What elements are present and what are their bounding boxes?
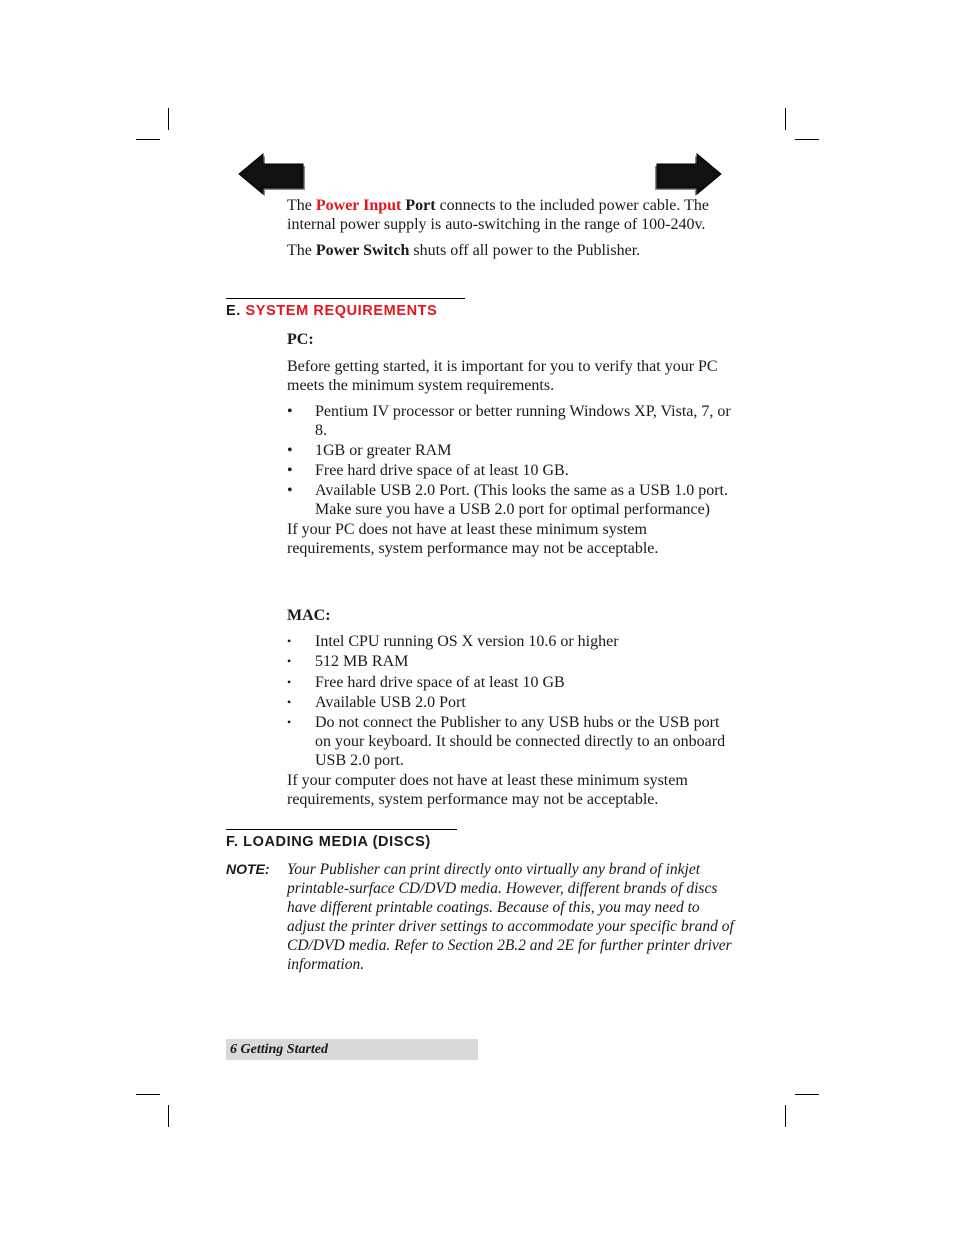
crop-mark (795, 139, 819, 140)
bullet-icon: • (287, 462, 293, 479)
mac-outro: If your computer does not have at least these minimum system requirements, system performance may not be acceptable. (287, 772, 688, 808)
list-item (287, 461, 737, 480)
bullet-icon: • (287, 654, 292, 668)
right-arrow-icon (654, 152, 724, 196)
power-input-term: Power Input (315, 197, 402, 214)
crop-mark (168, 1105, 169, 1127)
section-letter: E. (226, 303, 246, 319)
power-section (287, 196, 737, 260)
bullet-icon: • (287, 634, 292, 648)
note-text: Your Publisher can print directly onto virtually any brand of inkjet printable-surface CD/DVD media. However, different brands of discs have different printable coatings. Because of this, you may need to adjust the printer driver settings to accommodate your specific brand of CD/DVD media. Refer to Section 2B.2 and 2E for further printer driver information. (287, 861, 734, 973)
list-item (287, 673, 737, 692)
list-item (287, 441, 737, 460)
list-item-text: Free hard drive space of at least 10 GB (315, 674, 565, 691)
list-item (287, 632, 737, 651)
bullet-icon: • (287, 695, 292, 709)
pc-list (287, 402, 737, 519)
crop-mark (795, 1094, 819, 1095)
left-arrow-icon (236, 152, 306, 196)
mac-list (287, 632, 737, 770)
crop-mark (168, 108, 169, 130)
list-item-text: 512 MB RAM (315, 653, 409, 670)
pc-label: PC: (287, 331, 314, 348)
power-input-paragraph (287, 196, 737, 234)
bullet-icon: • (287, 715, 292, 729)
bullet-icon: • (287, 675, 292, 689)
footer-label: 6 Getting Started (230, 1042, 329, 1057)
heading-rule (226, 298, 465, 299)
pc-requirements (287, 330, 737, 558)
list-item-text: Do not connect the Publisher to any USB hubs or the USB port on your keyboard. It should be connected directly to an onboard USB 2.0 port. (315, 714, 726, 769)
text: connects to the included power cable. The internal power supply is auto-switching in the range of 100-240v. (287, 197, 709, 233)
list-item-text: Available USB 2.0 Port. (This looks the same as a USB 1.0 port. Make sure you have a USB 2.0 port for optimal performance) (315, 482, 728, 518)
section-e-heading (226, 298, 465, 319)
pc-outro: If your PC does not have at least these minimum system requirements, system performance may not be acceptable. (287, 521, 659, 557)
list-item-text: Available USB 2.0 Port (315, 694, 466, 711)
list-item (287, 652, 737, 671)
crop-mark (785, 1105, 786, 1127)
mac-label: MAC: (287, 607, 331, 624)
heading-rule (226, 829, 457, 830)
bullet-icon: • (287, 442, 293, 459)
list-item-text: Intel CPU running OS X version 10.6 or higher (315, 633, 619, 650)
text: The (287, 242, 316, 259)
note-label: NOTE: (226, 861, 270, 877)
list-item (287, 693, 737, 712)
page-footer (226, 1039, 478, 1060)
list-item-text: Pentium IV processor or better running Windows XP, Vista, 7, or 8. (315, 403, 731, 439)
crop-mark (136, 139, 160, 140)
port-term: Port (401, 197, 436, 214)
text: The (287, 197, 316, 214)
list-item (287, 402, 737, 440)
bullet-icon: • (287, 482, 293, 499)
list-item (287, 713, 737, 770)
section-title: F. LOADING MEDIA (DISCS) (226, 834, 431, 850)
power-switch-term: Power Switch (315, 242, 410, 259)
crop-mark (785, 108, 786, 130)
next-page-button[interactable] (654, 152, 724, 196)
pc-intro: Before getting started, it is important for you to verify that your PC meets the minimum system requirements. (287, 358, 718, 394)
bullet-icon: • (287, 403, 293, 420)
list-item-text: 1GB or greater RAM (315, 442, 452, 459)
list-item (287, 481, 737, 519)
list-item-text: Free hard drive space of at least 10 GB. (315, 462, 569, 479)
mac-requirements (287, 606, 737, 809)
crop-mark (136, 1094, 160, 1095)
section-f-heading (226, 829, 457, 850)
prev-page-button[interactable] (236, 152, 306, 196)
power-switch-paragraph (287, 241, 737, 260)
section-title: SYSTEM REQUIREMENTS (245, 303, 438, 319)
text: shuts off all power to the Publisher. (409, 242, 641, 259)
